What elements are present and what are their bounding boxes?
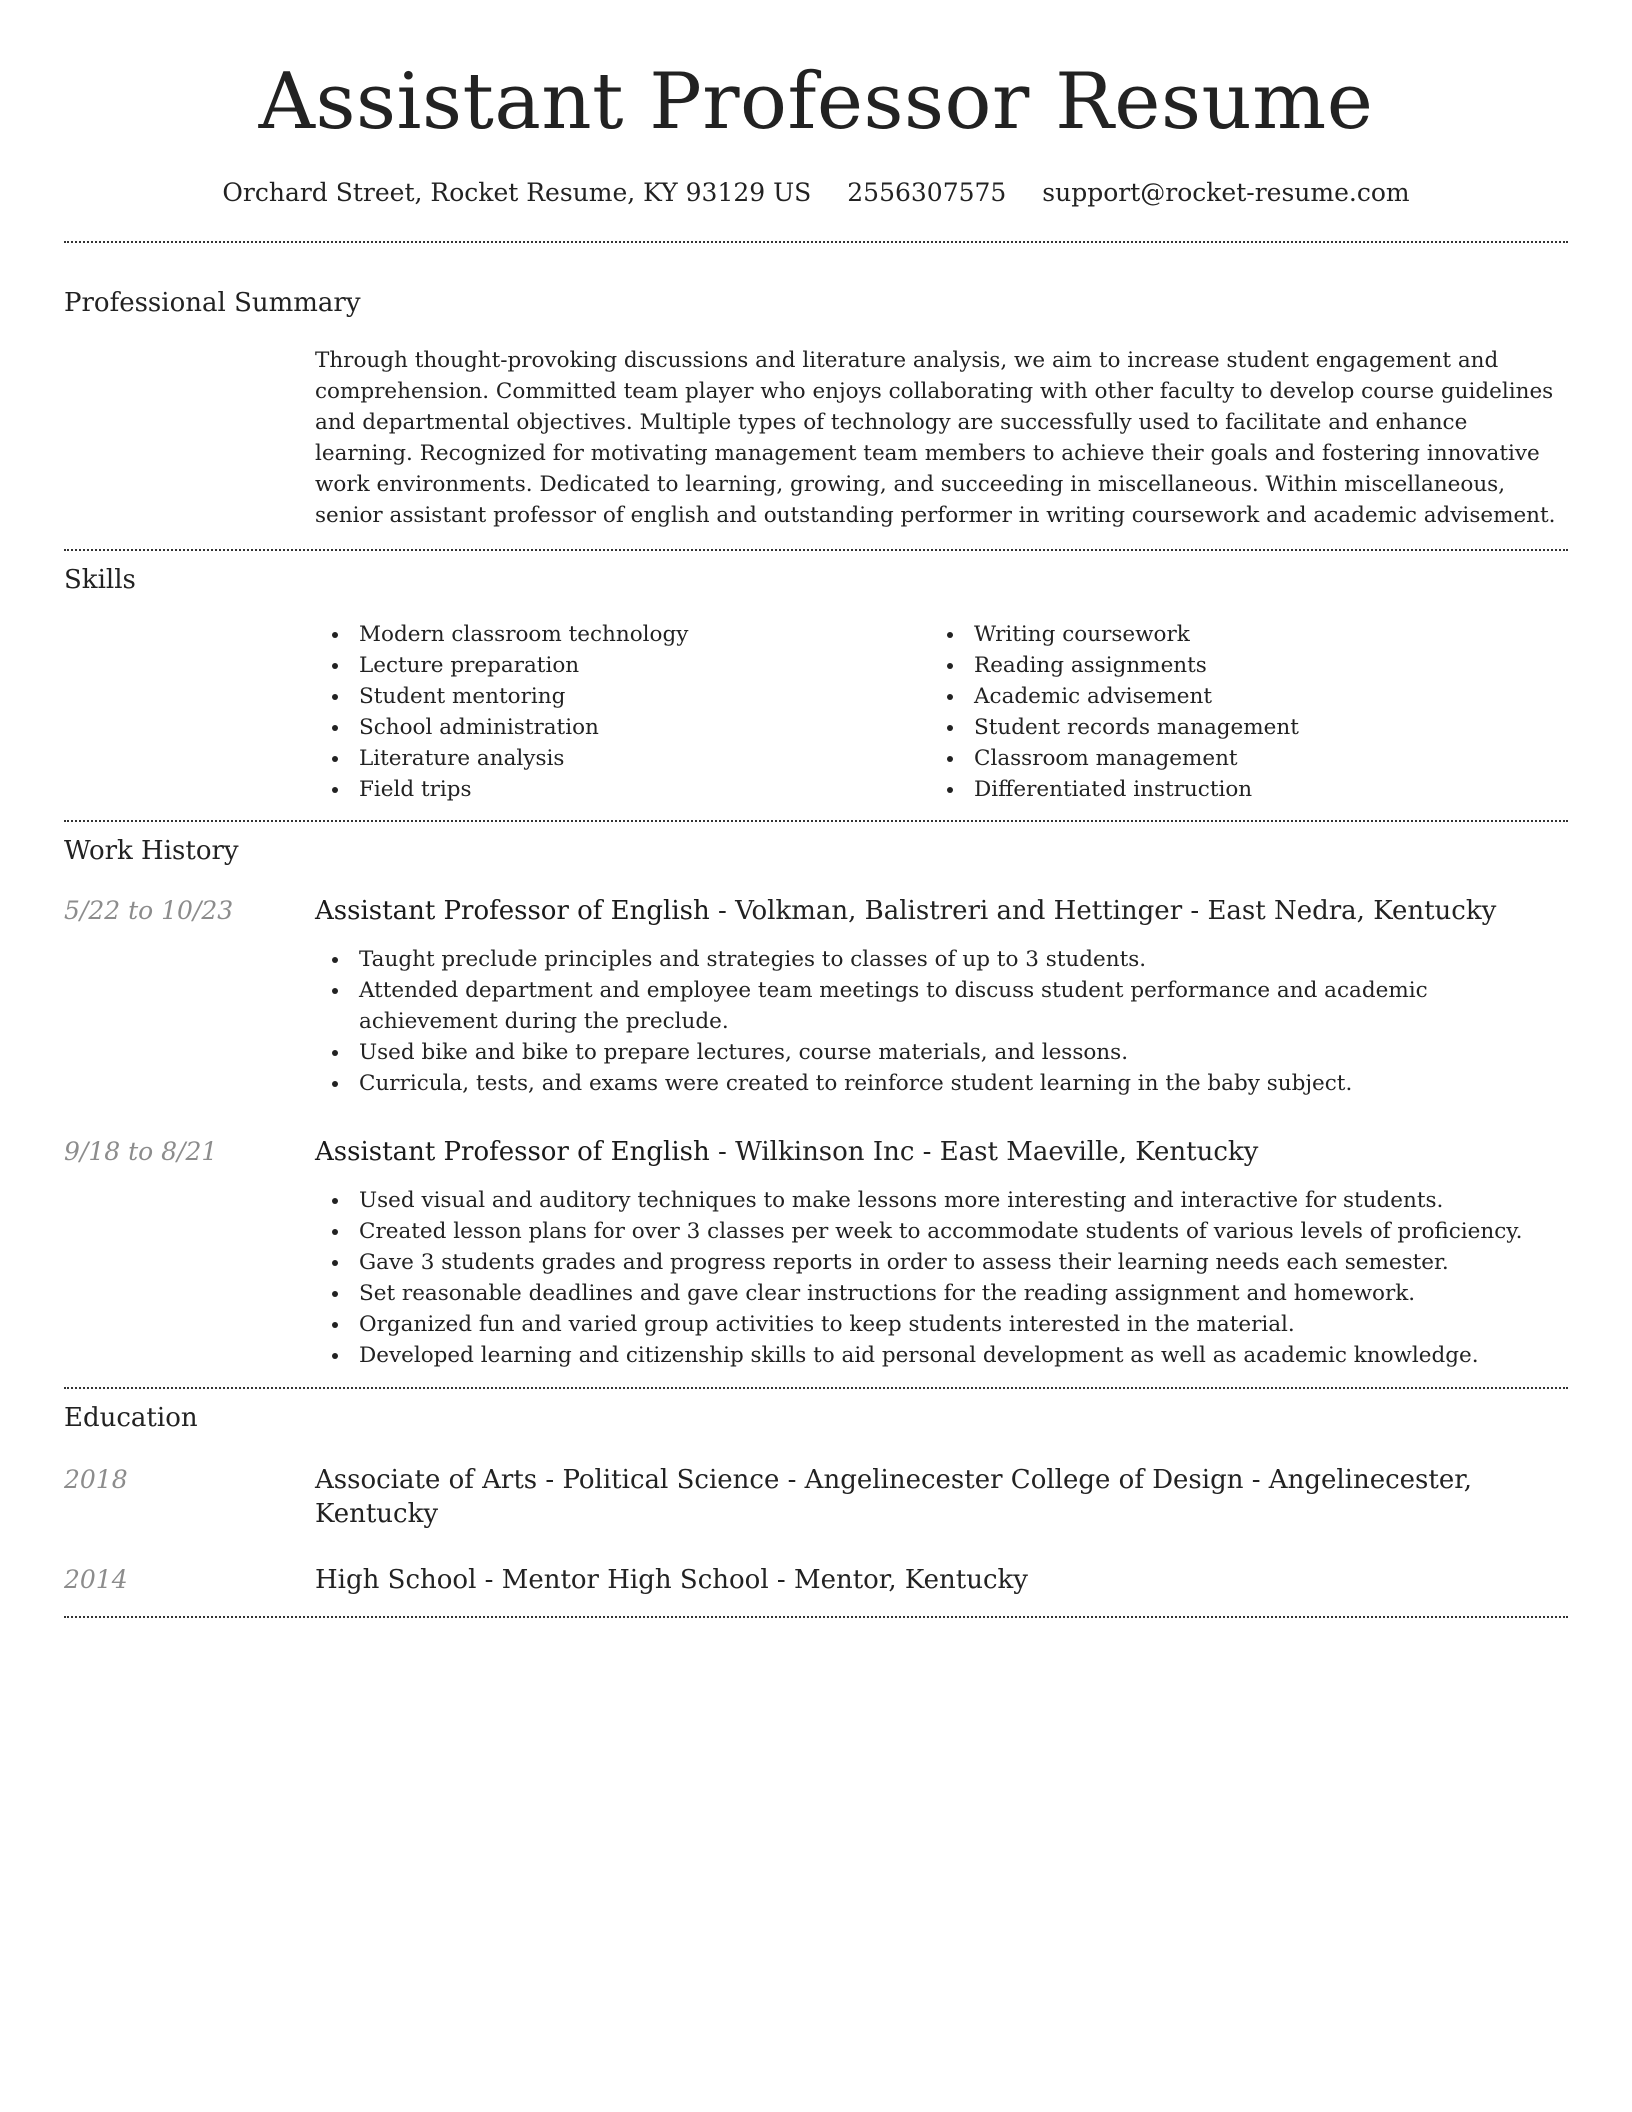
section-heading: Work History bbox=[64, 836, 239, 866]
skill-item: Academic advisement bbox=[930, 681, 1545, 712]
job-role: Assistant Professor of English bbox=[315, 1137, 710, 1167]
skill-item: Lecture preparation bbox=[315, 650, 930, 681]
work-entry-date: 9/18 to 8/21 bbox=[64, 1137, 218, 1166]
work-bullet: Created lesson plans for over 3 classes per week to accommodate students of various levels of proficiency. bbox=[315, 1216, 1568, 1247]
work-bullet: Attended department and employee team meetings to discuss student performance and academic achievement during the preclude. bbox=[315, 975, 1568, 1037]
contact-email[interactable]: support@rocket-resume.com bbox=[1042, 178, 1410, 207]
contact-info bbox=[64, 176, 1568, 210]
skill-item: Literature analysis bbox=[315, 743, 930, 774]
work-entry-bullets bbox=[315, 944, 1568, 1099]
work-bullet: Organized fun and varied group activities to keep students interested in the material. bbox=[315, 1309, 1568, 1340]
work-entry-body bbox=[315, 894, 1568, 1099]
work-entry bbox=[64, 1135, 1568, 1371]
work-entry-bullets bbox=[315, 1185, 1568, 1371]
work-entry bbox=[64, 894, 1568, 1099]
summary-text: Through thought-provoking discussions and literature analysis, we aim to increase student engagement and comprehension. Committed team player who enjoys collaborating with other faculty to develop course guidelines and departmental objectives. Multiple types of technology are successfully used to facilitate and enhance learning. Recognized for motivating management team members to achieve their goals and fostering innovative work environments. Dedicated to learning, growing, and succeeding in miscellaneous. Within miscellaneous, senior assistant professor of english and outstanding performer in writing coursework and academic advisement. bbox=[315, 348, 1556, 528]
work-entry-date: 5/22 to 10/23 bbox=[64, 896, 234, 925]
education-details: - Mentor High School - Mentor, Kentucky bbox=[476, 1565, 1028, 1595]
divider bbox=[64, 549, 1568, 551]
section-professional-summary bbox=[64, 286, 1568, 531]
education-details: - Political Science - Angelinecester College of Design - Angelinecester, Kentucky bbox=[315, 1465, 1473, 1529]
work-bullet: Used visual and auditory techniques to make lessons more interesting and interactive for students. bbox=[315, 1185, 1568, 1216]
work-entry-title bbox=[315, 1135, 1568, 1169]
divider bbox=[64, 820, 1568, 822]
skills-column-right bbox=[930, 619, 1545, 805]
education-entry-title bbox=[315, 1463, 1568, 1531]
skill-item: Modern classroom technology bbox=[315, 619, 930, 650]
divider bbox=[64, 1387, 1568, 1389]
page-title: Assistant Professor Resume bbox=[258, 57, 1374, 147]
work-bullet: Set reasonable deadlines and gave clear instructions for the reading assignment and homework. bbox=[315, 1278, 1568, 1309]
education-entry-body bbox=[315, 1563, 1568, 1597]
work-entry-body bbox=[315, 1135, 1568, 1371]
job-role: Assistant Professor of English bbox=[315, 896, 710, 926]
work-bullet: Used bike and bike to prepare lectures, course materials, and lessons. bbox=[315, 1037, 1568, 1068]
section-heading: Professional Summary bbox=[64, 288, 361, 318]
degree: High School bbox=[315, 1565, 477, 1595]
education-entry-date: 2014 bbox=[64, 1565, 128, 1594]
divider bbox=[64, 1616, 1568, 1618]
resume-header bbox=[64, 0, 1568, 210]
skill-item: Writing coursework bbox=[930, 619, 1545, 650]
section-skills bbox=[64, 563, 1568, 805]
skill-item: Student records management bbox=[930, 712, 1545, 743]
education-entry bbox=[64, 1563, 1568, 1597]
education-entry-date: 2018 bbox=[64, 1465, 128, 1494]
skill-item: Student mentoring bbox=[315, 681, 930, 712]
work-bullet: Curricula, tests, and exams were created to reinforce student learning in the baby subject. bbox=[315, 1068, 1568, 1099]
skill-item: Differentiated instruction bbox=[930, 774, 1545, 805]
degree: Associate of Arts bbox=[315, 1465, 538, 1495]
education-entry-title bbox=[315, 1563, 1568, 1597]
section-heading: Education bbox=[64, 1403, 198, 1433]
skills-column-left bbox=[315, 619, 930, 805]
section-work-history bbox=[64, 834, 1568, 1371]
job-details: - Volkman, Balistreri and Hettinger - East Nedra, Kentucky bbox=[709, 896, 1497, 926]
education-entry bbox=[64, 1463, 1568, 1531]
section-heading: Skills bbox=[64, 565, 136, 595]
skills-grid bbox=[315, 619, 1568, 805]
work-bullet: Gave 3 students grades and progress reports in order to assess their learning needs each semester. bbox=[315, 1247, 1568, 1278]
education-entry-body bbox=[315, 1463, 1568, 1531]
skill-item: School administration bbox=[315, 712, 930, 743]
contact-phone: 2556307575 bbox=[847, 178, 1007, 207]
contact-address: Orchard Street, Rocket Resume, KY 93129 US bbox=[222, 178, 812, 207]
work-entry-title bbox=[315, 894, 1568, 928]
divider bbox=[64, 241, 1568, 243]
skill-item: Field trips bbox=[315, 774, 930, 805]
work-bullet: Taught preclude principles and strategies to classes of up to 3 students. bbox=[315, 944, 1568, 975]
skill-item: Classroom management bbox=[930, 743, 1545, 774]
job-details: - Wilkinson Inc - East Maeville, Kentucky bbox=[709, 1137, 1259, 1167]
skill-item: Reading assignments bbox=[930, 650, 1545, 681]
section-education bbox=[64, 1401, 1568, 1597]
work-bullet: Developed learning and citizenship skills to aid personal development as well as academic knowledge. bbox=[315, 1340, 1568, 1371]
